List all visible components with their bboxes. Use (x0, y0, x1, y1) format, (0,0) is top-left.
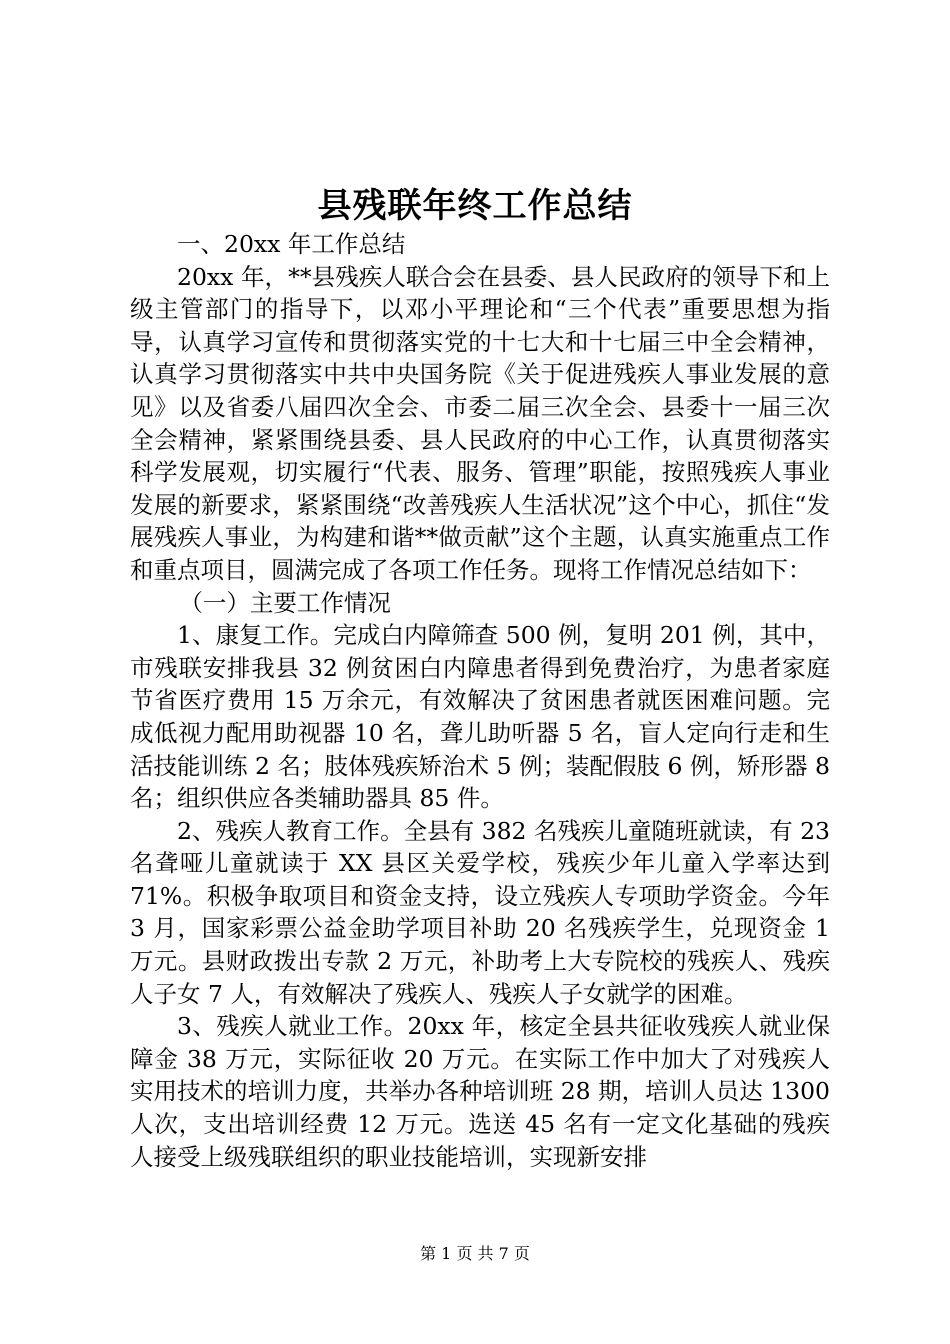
page-footer: 第 1 页 共 7 页 (420, 1244, 530, 1263)
intro-paragraph: 20xx 年，**县残疾人联合会在县委、县人民政府的领导下和上级主管部门的指导下，以邓小平理论和“三个代表”重要思想为指导，认真学习宣传和贯彻落实党的十七大和十七届三中全会精神，认真学习贯彻落实中共中央国务院《关于促进残疾人事业发展的意见》以及省委八届四次全会、市委二届三次全会、县委十一届三次全会精神，紧紧围绕县委、县人民政府的中心工作，认真贯彻落实科学发展观，切实履行“代表、服务、管理”职能，按照残疾人事业发展的新要求，紧紧围绕“改善残疾人生活状况”这个中心，抓住“发展残疾人事业，为构建和谐**做贡献”这个主题，认真实施重点工作和重点项目，圆满完成了各项工作任务。现将工作情况总结如下： (130, 262, 830, 584)
employment-paragraph: 3、残疾人就业工作。20xx 年，核定全县共征收残疾人就业保障金 38 万元，实际征收 20 万元。在实际工作中加大了对残疾人实用技术的培训力度，共举办各种培训班 28 期，培训人员达 1300 人次，支出培训经费 12 万元。选送 45 名有一定文化基础的残疾人接受上级残联组织的职业技能培训，实现新安排 (130, 1012, 830, 1171)
rehabilitation-paragraph: 1、康复工作。完成白内障筛查 500 例，复明 201 例，其中，市残联安排我县 32 例贫困白内障患者得到免费治疗，为患者家庭节省医疗费用 15 万余元，有效解决了贫困患者就医困难问题。完成低视力配用助视器 10 名，聋儿助听器 5 名，盲人定向行走和生活技能训练 2 名；肢体残疾矫治术 5 例；装配假肢 6 例，矫形器 8 名；组织供应各类辅助器具 85 件。 (130, 621, 830, 813)
section-heading-1: 一、20xx 年工作总结 (177, 230, 406, 258)
education-paragraph: 2、残疾人教育工作。全县有 382 名残疾儿童随班就读，有 23 名聋哑儿童就读于 XX 县区关爱学校，残疾少年儿童入学率达到 71%。积极争取项目和资金支持，设立残疾人专项助学资金。今年 3 月，国家彩票公益金助学项目补助 20 名残疾学生，兑现资金 1 万元。县财政拨出专款 2 万元，补助考上大专院校的残疾人、残疾人子女 7 人，有效解决了残疾人、残疾人子女就学的困难。 (130, 816, 830, 1008)
subsection-heading-1: （一）主要工作情况 (179, 588, 391, 617)
document-body (130, 228, 830, 1173)
document-title: 县残联年终工作总结 (317, 186, 633, 226)
